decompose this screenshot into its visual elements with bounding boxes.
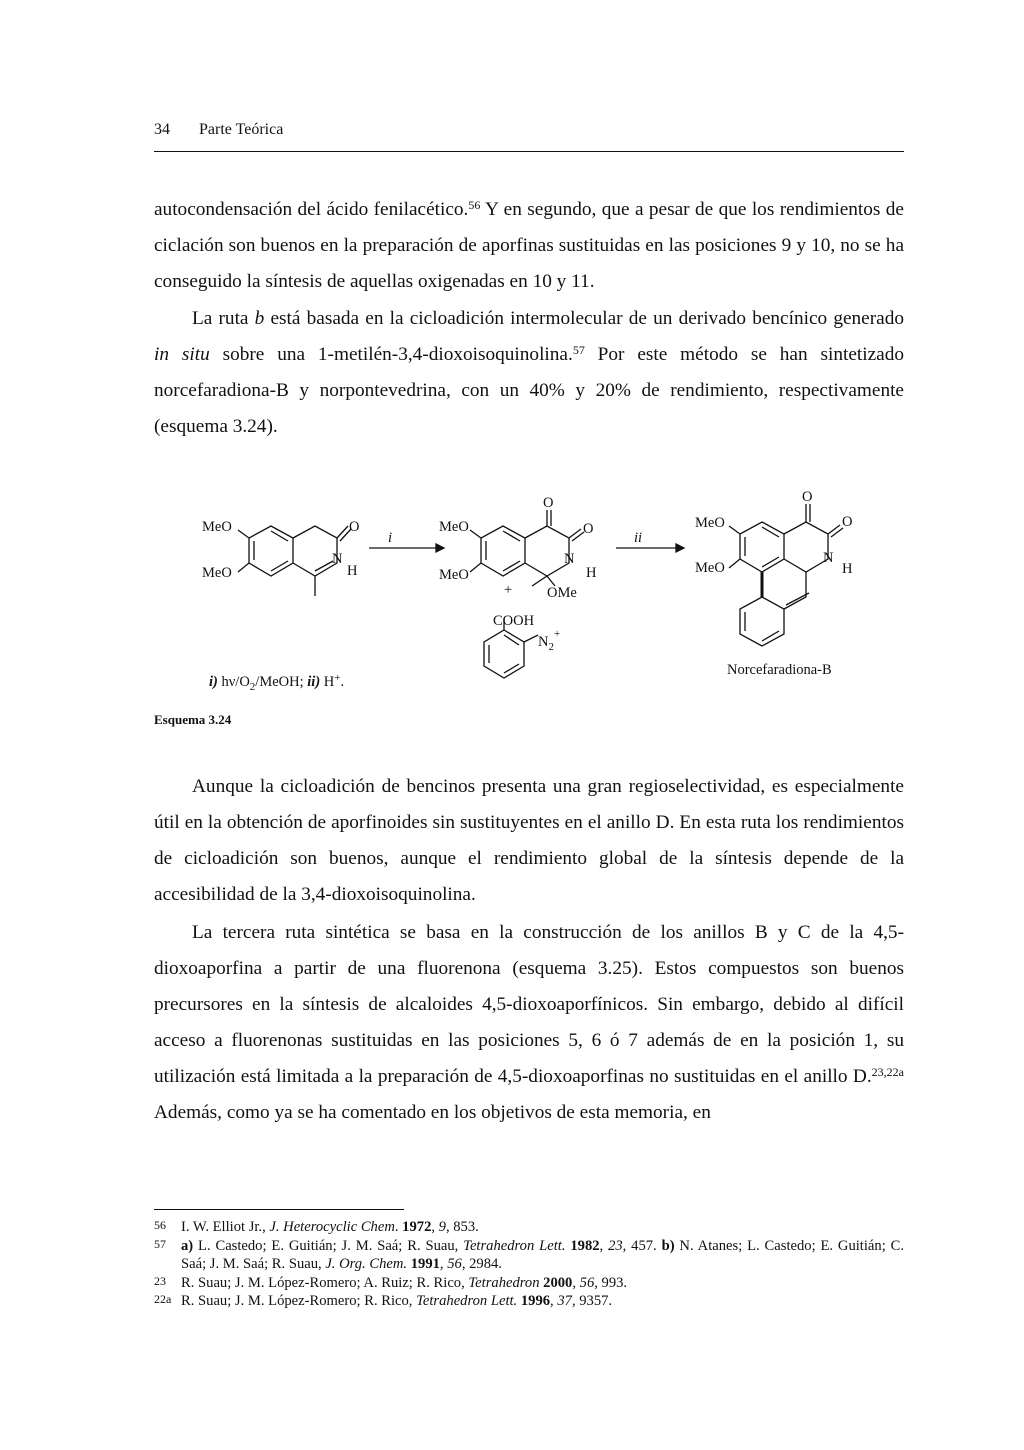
paragraph-4 bbox=[154, 915, 904, 1131]
diazonium-benzene-ring bbox=[484, 630, 524, 678]
meo-label: MeO bbox=[202, 565, 232, 581]
nitrogen-label: N bbox=[564, 551, 575, 567]
italic-text: in situ bbox=[154, 344, 210, 365]
product-ring-a bbox=[740, 522, 784, 572]
section-title: Parte Teórica bbox=[199, 121, 284, 138]
product-name: Norcefaradiona-B bbox=[727, 662, 832, 678]
ome-label: OMe bbox=[547, 585, 577, 601]
paragraph-text: Además, como ya se ha comentado en los objetivos de esta memoria, en bbox=[154, 1102, 711, 1123]
footnote-number: 57 bbox=[154, 1236, 166, 1251]
oxygen-label: O bbox=[349, 519, 360, 535]
diazonium-label: $N_2^+$ bbox=[538, 628, 561, 653]
meo-label: MeO bbox=[202, 519, 232, 535]
meo-label: MeO bbox=[695, 515, 725, 531]
oxygen-label: O bbox=[583, 521, 594, 537]
oxygen-label: O bbox=[543, 495, 554, 511]
footnote-22a: 22a R. Suau; J. M. López-Romero; R. Rico, Tetrahedron Lett. 1996, 37, 9357. bbox=[154, 1292, 613, 1309]
arrow-i-label: i bbox=[388, 530, 393, 546]
nitrogen-label: N bbox=[332, 551, 343, 567]
meo-label: MeO bbox=[439, 567, 469, 583]
page-number: 34 bbox=[154, 121, 170, 138]
reaction-scheme bbox=[154, 480, 904, 700]
italic-text: b bbox=[254, 308, 265, 329]
footnote-number: 56 bbox=[154, 1218, 166, 1232]
arrow-ii-label: ii bbox=[634, 530, 643, 546]
paragraph-text: Por este método se han sintetizado norcefaradiona-B y norpontevedrina, con un 40% y 20% de rendimiento, respectivamente (esquema 3.24). bbox=[154, 344, 904, 437]
scheme-caption: Esquema 3.24 bbox=[154, 712, 232, 727]
paragraph-text: sobre una 1-metilén-3,4-dioxoisoquinolina. bbox=[209, 344, 573, 365]
nitrogen-label: N bbox=[823, 550, 834, 566]
footnote-57: 57 a) L. Castedo; E. Guitián; J. M. Saá; R. Suau, Tetrahedron Lett. 1982, 23, 457. b) N. Atanes; L. Castedo; E. Guitián; C. Saá; J. M. Saá; R. Suau, J. Org. Chem. 1991, 56, 2984. bbox=[154, 1236, 904, 1272]
hydrogen-label: H bbox=[586, 565, 597, 581]
paragraph-text: autocondensación del ácido fenilacético. bbox=[154, 199, 469, 220]
paragraph-3: Aunque la cicloadición de bencinos presenta una gran regioselectividad, es especialmente útil en la obtención de aporfinoides sin sustituyentes en el anillo D. En esta ruta los rendimientos de cicloadición son buenos, aunque el rendimiento global de la síntesis depende de la accesibilidad de la 3,4-dioxoisoquinolina. bbox=[154, 776, 904, 905]
meo-label: MeO bbox=[439, 519, 469, 535]
page-header bbox=[154, 121, 904, 139]
plus-sign: + bbox=[504, 582, 513, 598]
paragraph-text: está basada en la cicloadición intermolecular de un derivado bencínico generado bbox=[264, 308, 904, 329]
oxygen-label: O bbox=[842, 514, 853, 530]
paragraph-1 bbox=[154, 192, 904, 300]
oxygen-label: O bbox=[802, 489, 813, 505]
citation-56[interactable]: 56 bbox=[468, 198, 481, 212]
paragraph-text: La ruta bbox=[192, 308, 255, 329]
product-ring-d bbox=[740, 597, 784, 646]
scheme-drawing bbox=[154, 480, 904, 700]
footnote-number: 22a bbox=[154, 1292, 172, 1306]
footnote-23: 23 R. Suau; J. M. López-Romero; A. Ruiz; R. Rico, Tetrahedron 2000, 56, 993. bbox=[154, 1273, 628, 1291]
hydrogen-label: H bbox=[347, 563, 358, 579]
compound1-benzene-ring bbox=[249, 526, 293, 576]
footnote-rule bbox=[154, 1209, 404, 1210]
hydrogen-label: H bbox=[842, 561, 853, 577]
citation-57[interactable]: 57 bbox=[572, 343, 585, 357]
compound2-benzene-ring bbox=[481, 526, 525, 576]
header-rule bbox=[154, 151, 904, 152]
cooh-label: COOH bbox=[493, 613, 535, 629]
paragraph-text: La tercera ruta sintética se basa en la construcción de los anillos B y C de la 4,5-dioxoaporfina a partir de una fluorenona (esquema 3.25). Estos compuestos son buenos precursores en la síntesis de alcaloides 4,5-dioxoaporfínicos. Sin embargo, debido al difícil acceso a fluorenonas sustituidas en las posiciones 5, 6 ó 7 además de en la posición 1, su utilización está limitada a la preparación de 4,5-dioxoaporfinas no sustituidas en el anillo D. bbox=[154, 922, 904, 1087]
meo-label: MeO bbox=[695, 560, 725, 576]
footnote-56: 56 I. W. Elliot Jr., J. Heterocyclic Chem. 1972, 9, 853. bbox=[154, 1218, 479, 1235]
paragraph-text: Y en segundo, que a pesar de que los rendimientos de ciclación son buenos en la preparación de aporfinas sustituidas en las posiciones 9 y 10, no se ha conseguido la síntesis de aquellas oxigenadas en 10 y 11. bbox=[154, 199, 904, 292]
reaction-conditions: i) $h\nu/O_2$/MeOH; ii) H+. bbox=[209, 672, 345, 693]
footnote-number: 23 bbox=[154, 1273, 166, 1288]
footnotes bbox=[154, 1218, 904, 1311]
citation-23-22a[interactable]: 23,22a bbox=[871, 1065, 904, 1079]
paragraph-2 bbox=[154, 301, 904, 445]
